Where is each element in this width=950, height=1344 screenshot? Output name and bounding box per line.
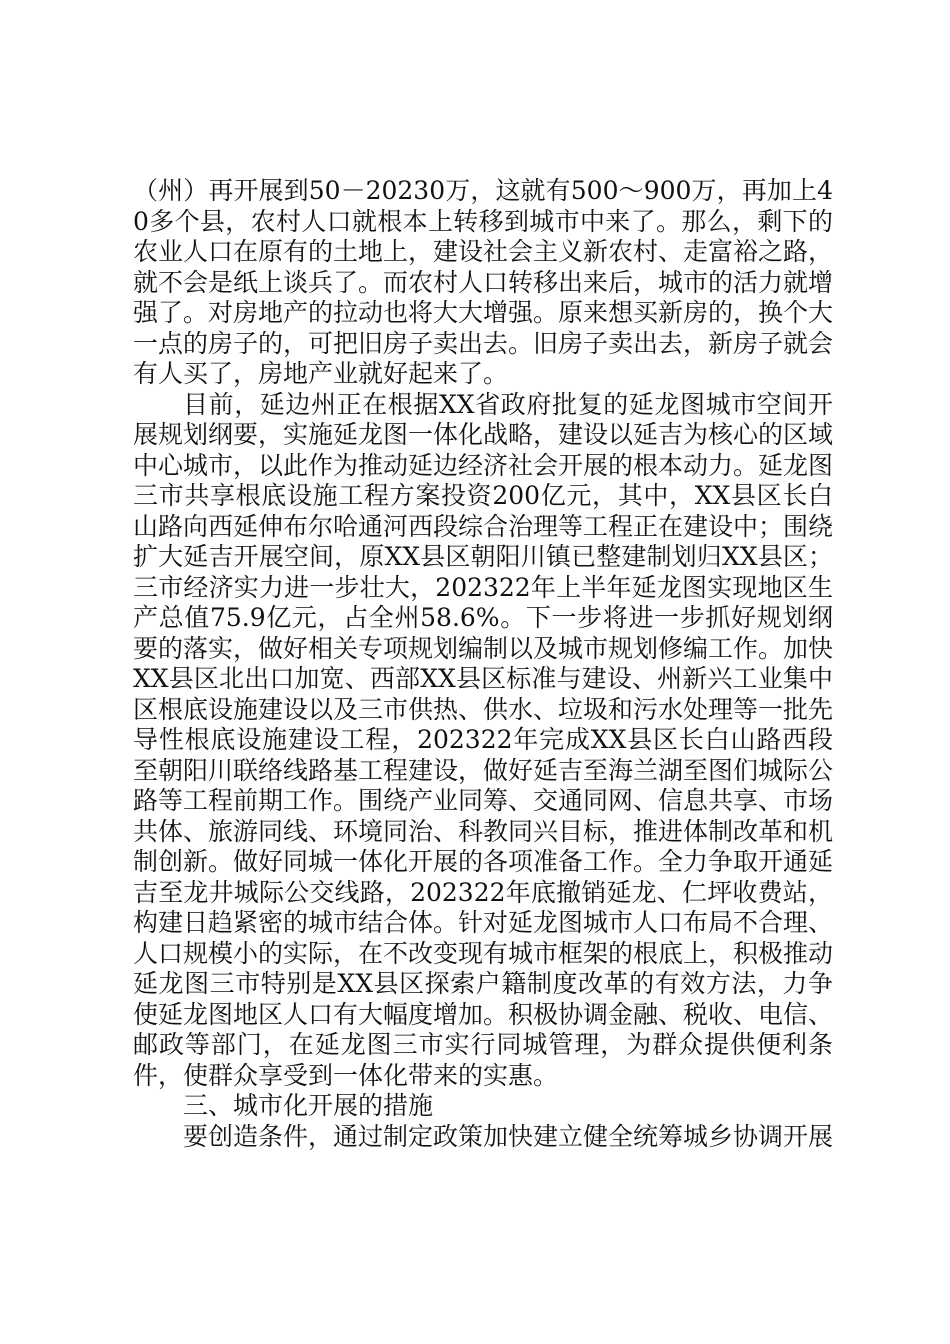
paragraph-yanlongtu: 目前，延边州正在根据XX省政府批复的延龙图城市空间开展规划纲要，实施延龙图一体化战略，建设以延吉为核心的区域中心城市，以此作为推动延边经济社会开展的根本动力。延龙图三市共享根底设施工程方案投资200亿元，其中，XX县区长白山路向西延伸布尔哈通河西段综合治理等工程正在建设中；围绕扩大延吉开展空间，原XX县区朝阳川镇已整建制划归XX县区；三市经济实力进一步壮大，202322年上半年延龙图实现地区生产总值75.9亿元，占全州58.6%。下一步将进一步抓好规划纲要的落实，做好相关专项规划编制以及城市规划修编工作。加快XX县区北出口加宽、西部XX县区标准与建设、州新兴工业集中区根底设施建设以及三市供热、供水、垃圾和污水处理等一批先导性根底设施建设工程，202322年完成XX县区长白山路西段至朝阳川联络线路基工程建设，做好延吉至海兰湖至图们城际公路等工程前期工作。围绕产业同筹、交通同网、信息共享、市场共体、旅游同线、环境同治、科教同兴目标，推进体制改革和机制创新。做好同城一体化开展的各项准备工作。全力争取开通延吉至龙井城际公交线路，202322年底撤销延龙、仁坪收费站，构建日趋紧密的城市结合体。针对延龙图城市人口布局不合理、人口规模小的实际，在不改变现有城市框架的根底上，积极推动延龙图三市特别是XX县区探索户籍制度改革的有效方法，力争使延龙图地区人口有大幅度增加。积极协调金融、税收、电信、邮政等部门，在延龙图三市实行同城管理，为群众提供便利条件，使群众享受到一体化带来的实惠。 bbox=[133, 389, 834, 1090]
paragraph-continuation: （州）再开展到50－20230万，这就有500～900万，再加上40多个县，农村人口就根本上转移到城市中来了。那么，剩下的农业人口在原有的土地上，建设社会主义新农村、走富裕之路，就不会是纸上谈兵了。而农村人口转移出来后，城市的活力就增强了。对房地产的拉动也将大大增强。原来想买新房的，换个大一点的房子的，可把旧房子卖出去。旧房子卖出去，新房子就会有人买了，房地产业就好起来了。 bbox=[133, 176, 834, 388]
paragraph-measures: 要创造条件，通过制定政策加快建立健全统筹城乡协调开展 bbox=[183, 1121, 834, 1151]
document-body bbox=[133, 176, 833, 1152]
section-heading: 三、城市化开展的措施 bbox=[183, 1091, 434, 1120]
